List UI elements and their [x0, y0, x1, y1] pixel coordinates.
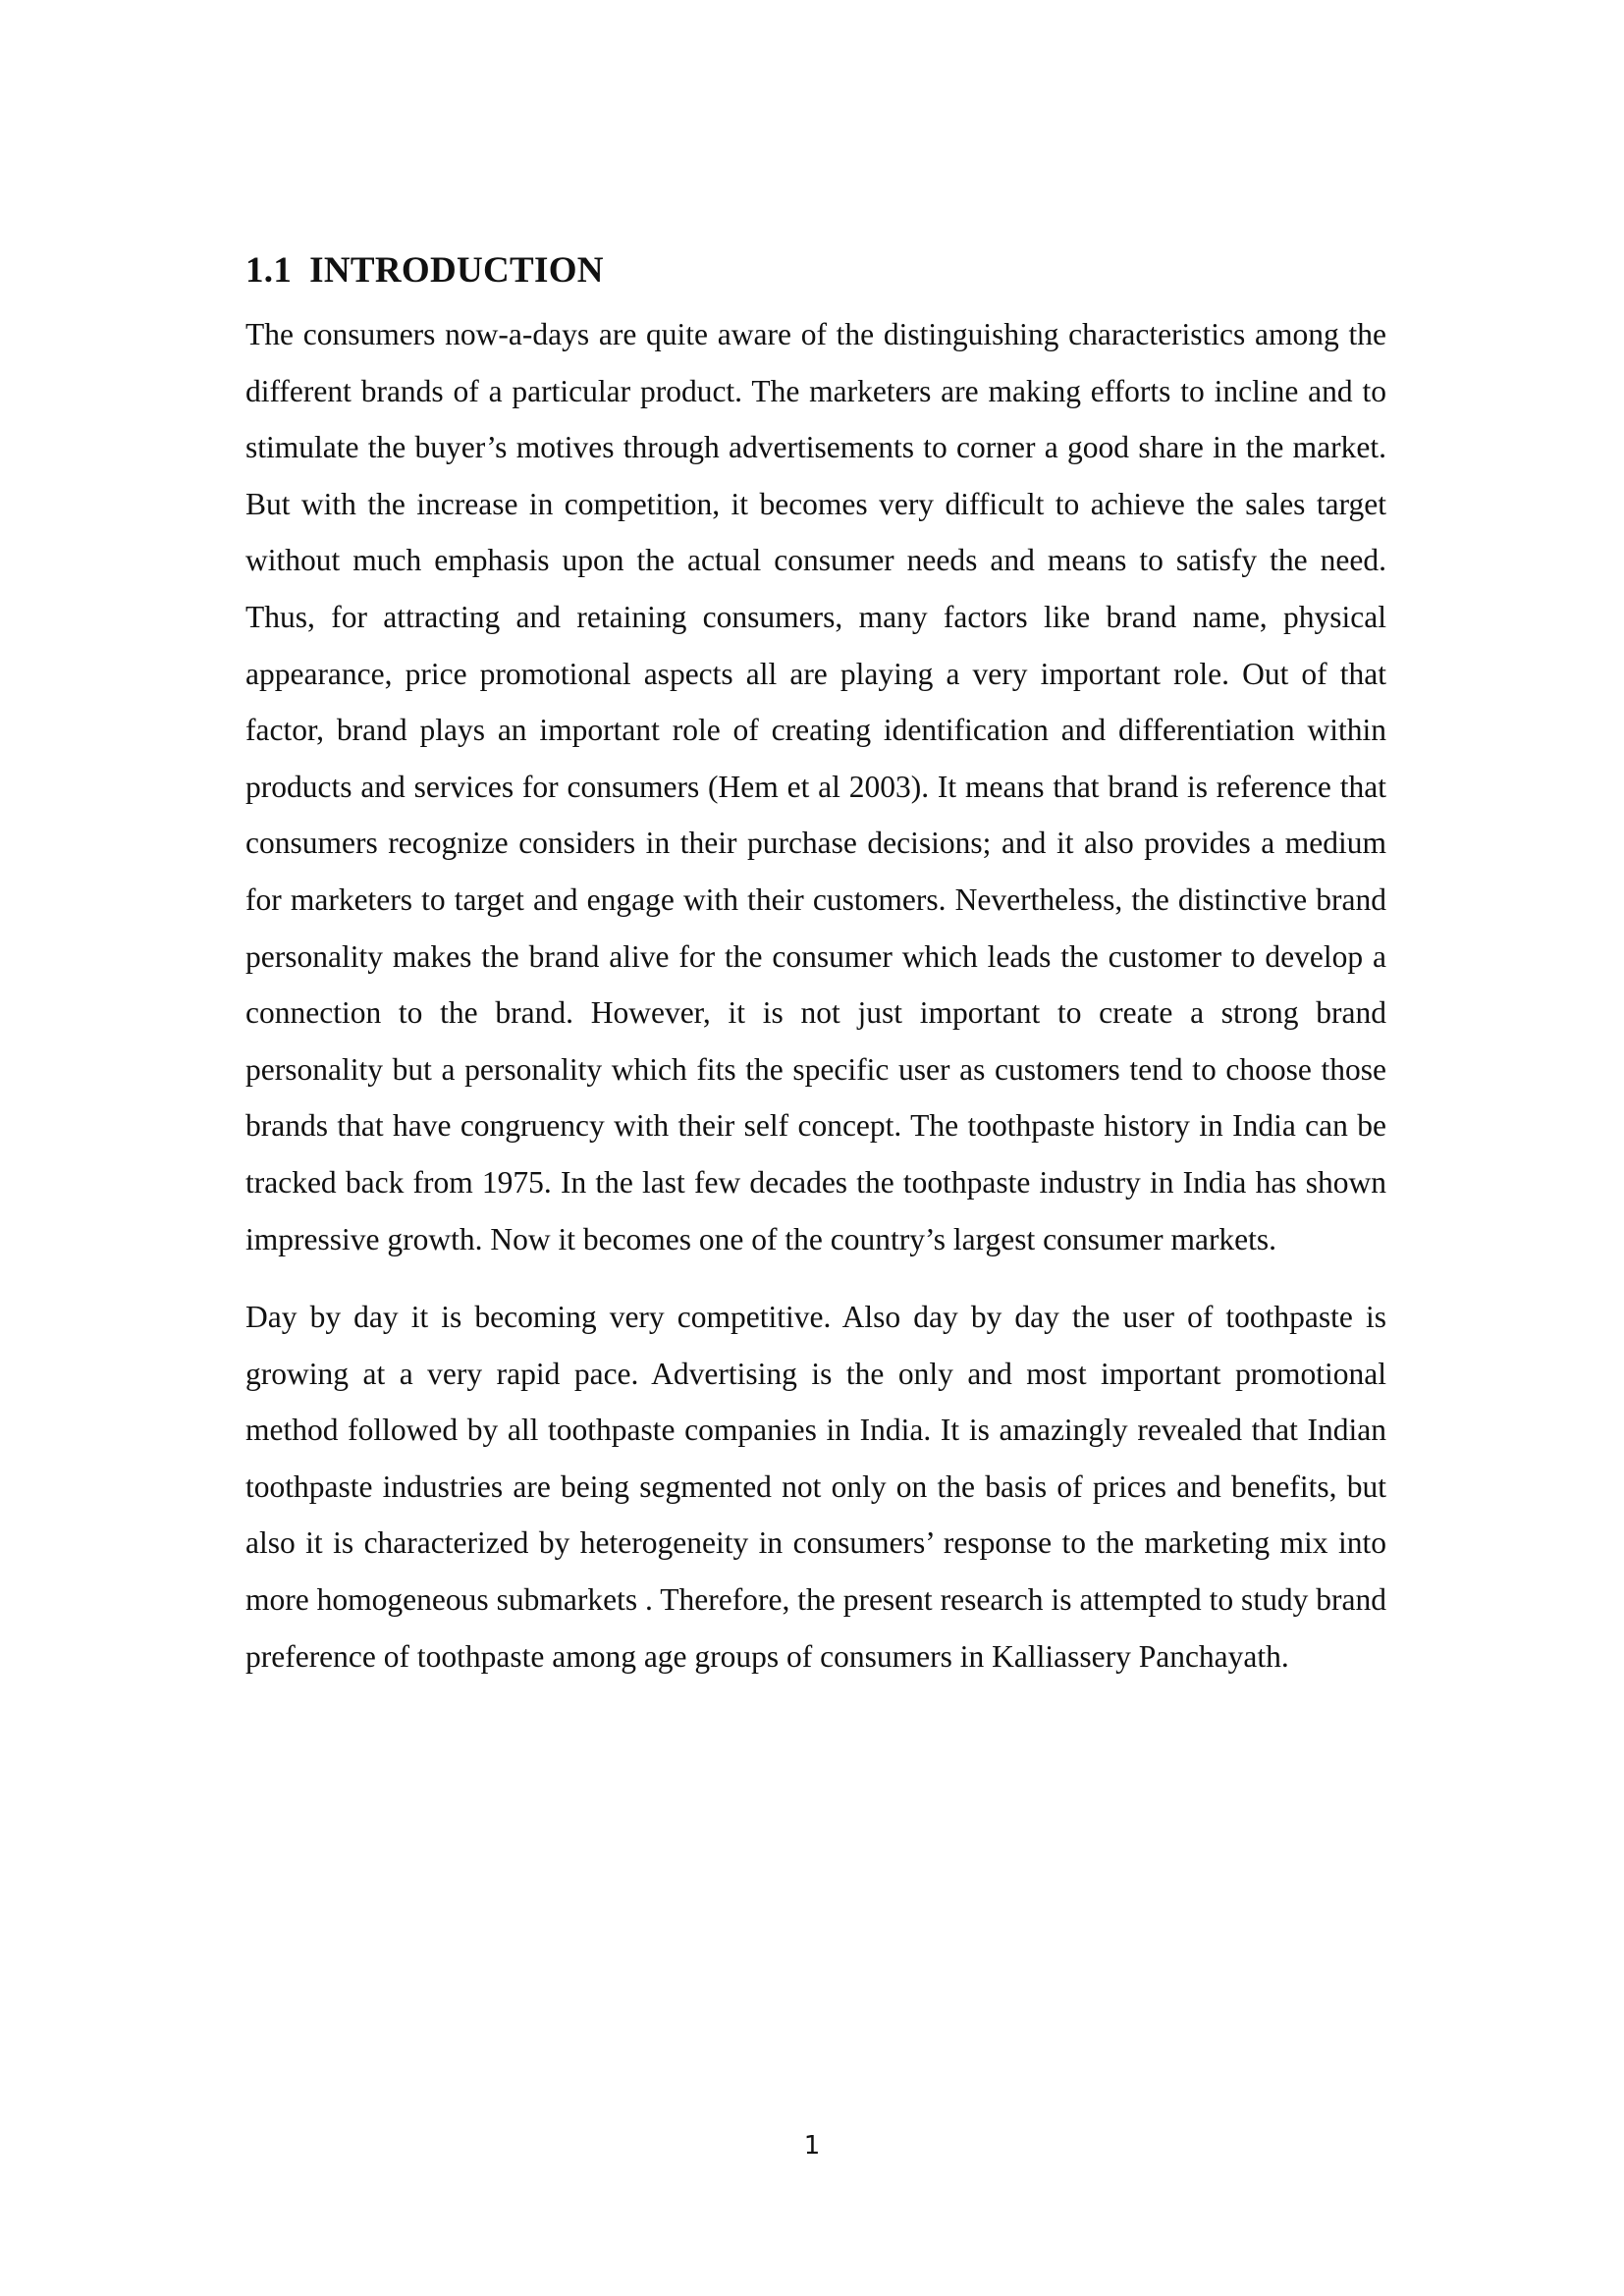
intro-paragraph-1: The consumers now-a-days are quite aware of the distinguishing characteristics among the different brands of a particular product. The marketers are making efforts to incline and to stimulate the buyer’s motives through advertisements to corner a good share in the market. But with the increase in competition, it becomes very difficult to achieve the sales target without much emphasis upon the actual consumer needs and means to satisfy the need. Thus, for attracting and retaining consumers, many factors like brand name, physical appearance, price promotional aspects all are playing a very important role. Out of that factor, brand plays an important role of creating identification and differentiation within products and services for consumers (Hem et al 2003). It means that brand is reference that consumers recognize considers in their purchase decisions; and it also provides a medium for marketers to target and engage with their customers. Nevertheless, the distinctive brand personality makes the brand alive for the consumer which leads the customer to develop a connection to the brand. However, it is not just important to create a strong brand personality but a personality which fits the specific user as customers tend to choose those brands that have congruency with their self concept. The toothpaste history in India can be tracked back from 1975. In the last few decades the toothpaste industry in India has shown impressive growth. Now it becomes one of the country’s largest consumer markets. [245, 317, 1386, 1256]
page-number: 1 [803, 2131, 821, 2161]
section-title: INTRODUCTION [309, 250, 604, 291]
section-number: 1.1 [245, 250, 293, 291]
intro-paragraph-2: Day by day it is becoming very competitive. Also day by day the user of toothpaste is growing at a very rapid pace. Advertising is the only and most important promotional method followed by all toothpaste companies in India. It is amazingly revealed that Indian toothpaste industries are being segmented not only on the basis of prices and benefits, but also it is characterized by heterogeneity in consumers’ response to the marketing mix into more homogeneous submarkets . Therefore, the present research is attempted to study brand preference of toothpaste among age groups of consumers in Kalliassery Panchayath. [245, 1300, 1386, 1674]
page-content [245, 245, 1386, 1684]
section-heading [245, 245, 1386, 296]
